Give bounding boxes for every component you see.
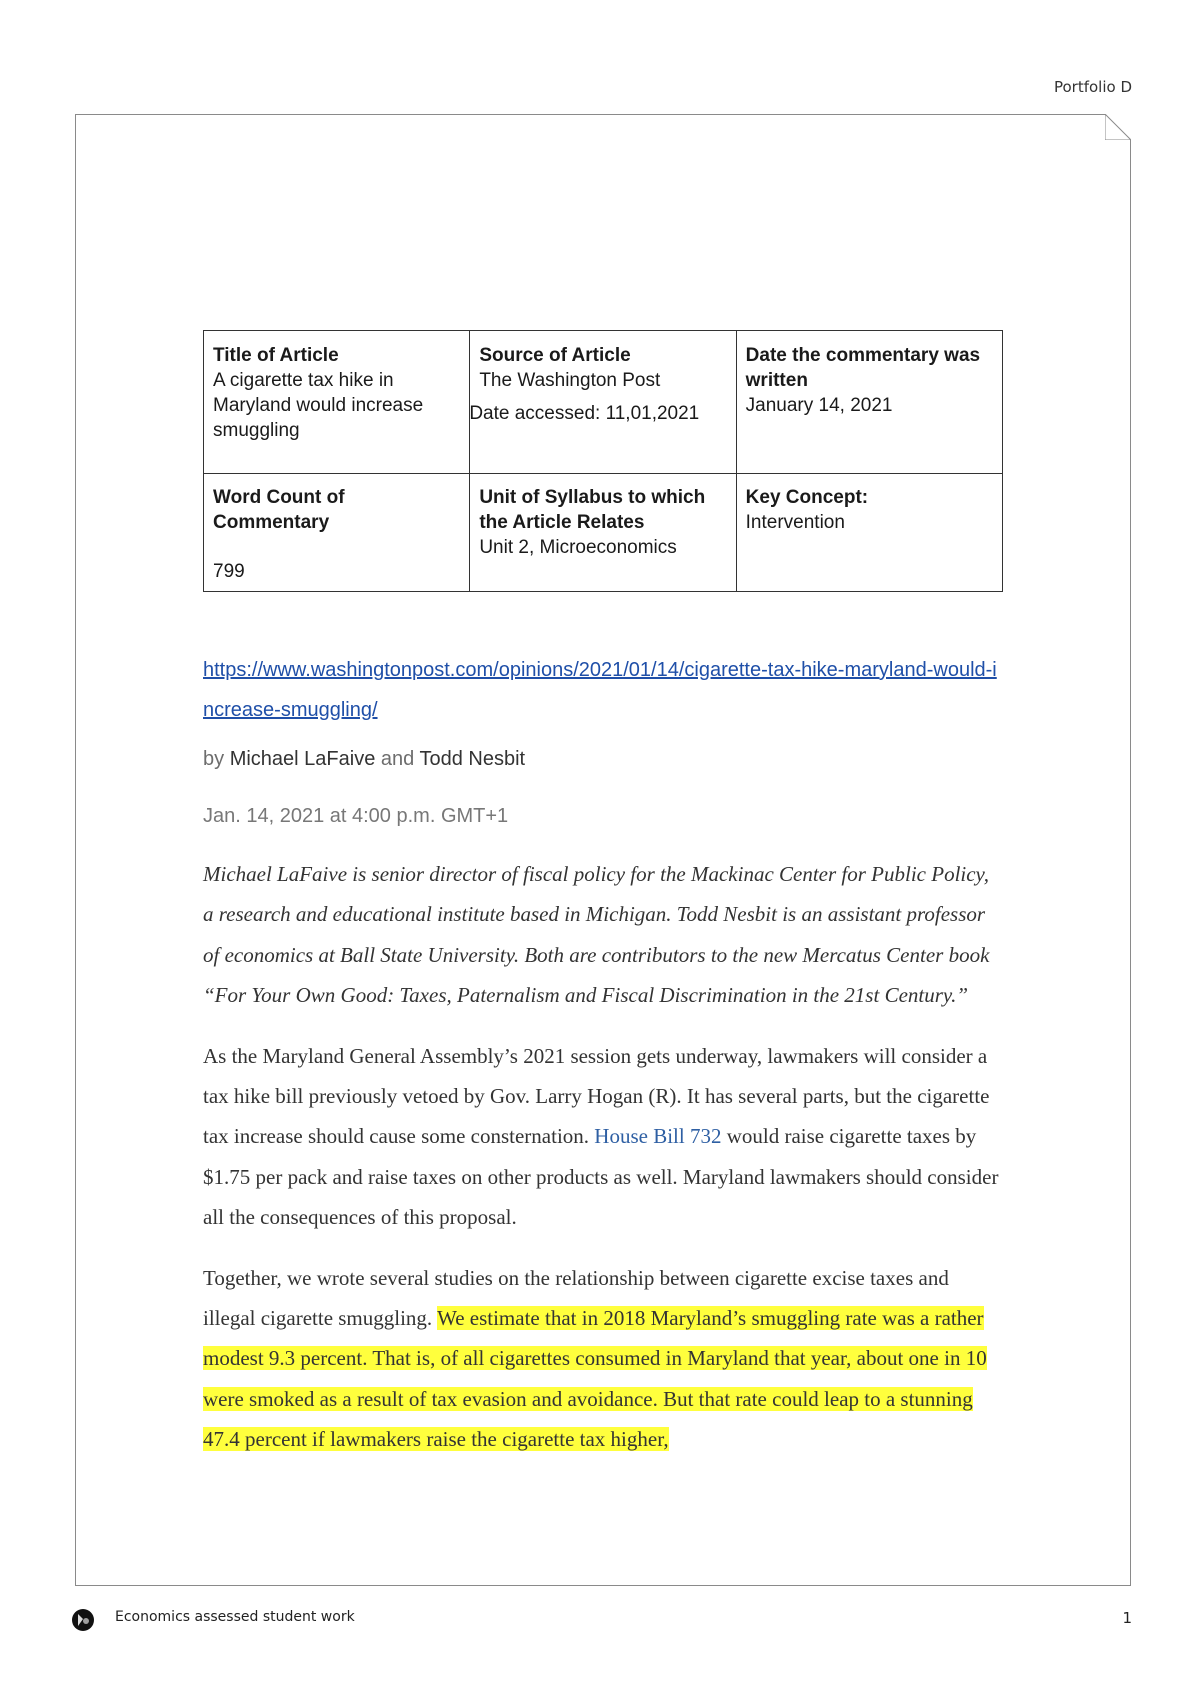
date-value: January 14, 2021	[745, 395, 893, 416]
wordcount-label: Word Count of Commentary	[213, 487, 345, 533]
portfolio-label: Portfolio D	[1053, 78, 1132, 96]
paragraph-text: would raise cigarette taxes by $1.75 per pack and raise taxes on other products as well. Maryland lawmakers should consider all the consequences of this proposal.	[203, 1124, 999, 1230]
byline	[203, 748, 1003, 771]
author-name: Todd Nesbit	[419, 748, 526, 770]
concept-label: Key Concept:	[745, 487, 869, 508]
paragraph-text: As the Maryland General Assembly’s 2021 session gets underway, lawmakers will consider a tax hike bill previously vetoed by Gov. Larry Hogan (R). It has several parts, but the cigarette tax increase should cause some consternation.	[203, 1043, 990, 1149]
date-accessed: Date accessed: 11,01,2021	[469, 403, 700, 424]
ib-logo-icon	[71, 1608, 95, 1632]
page-fold-icon	[1105, 114, 1131, 140]
highlighted-text: We estimate that in 2018 Maryland’s smuggling rate was a rather modest 9.3 percent. That is, of all cigarettes consumed in Maryland that year, about one in 10 were smoked as a result of tax evasion and avoidance. But that rate could leap to a stunning 47.4 percent if lawmakers raise the cigarette tax higher,	[203, 1306, 987, 1452]
article-content	[203, 330, 1003, 1460]
wordcount-value: 799	[213, 561, 245, 582]
unit-label: Unit of Syllabus to which the Article Relates	[479, 487, 706, 533]
house-bill-link[interactable]: House Bill 732	[594, 1124, 722, 1149]
source-label: Source of Article	[479, 345, 631, 366]
article-url-link[interactable]: https://www.washingtonpost.com/opinions/2021/01/14/cigarette-tax-hike-maryland-would-increase-smuggling/	[203, 659, 997, 721]
concept-cell	[736, 474, 1002, 592]
article-dateline: Jan. 14, 2021 at 4:00 p.m. GMT+1	[203, 805, 509, 827]
paragraph-text: Together, we wrote several studies on the relationship between cigarette excise taxes and illegal cigarette smuggling.	[203, 1265, 949, 1331]
date-label: Date the commentary was written	[745, 345, 981, 391]
title-value: A cigarette tax hike in Maryland would increase smuggling	[213, 370, 424, 441]
source-cell	[470, 331, 736, 474]
date-cell	[736, 331, 1002, 474]
footer-label: Economics assessed student work	[115, 1609, 355, 1625]
unit-value: Unit 2, Microeconomics	[479, 537, 677, 558]
source-value: The Washington Post	[479, 370, 661, 391]
title-cell	[204, 331, 470, 474]
author-bio: Michael LaFaive is senior director of fiscal policy for the Mackinac Center for Public Policy, a research and educational institute based in Michigan. Todd Nesbit is an assistant professor of economics at Ball State University. Both are contributors to the new Mercatus Center book “For Your Own Good: Taxes, Paternalism and Fiscal Discrimination in the 21st Century.”	[203, 862, 990, 1008]
wordcount-cell	[204, 474, 470, 592]
page-number: 1	[1122, 1609, 1132, 1627]
byline-prefix: by	[203, 748, 225, 770]
article-url-block	[203, 650, 1003, 730]
article-info-table	[203, 330, 1003, 592]
article-paragraph	[203, 1036, 1003, 1238]
article-paragraph	[203, 1258, 1003, 1460]
byline-and: and	[380, 748, 415, 770]
concept-value: Intervention	[745, 512, 845, 533]
unit-cell	[470, 474, 736, 592]
author-name: Michael LaFaive	[229, 748, 376, 770]
title-label: Title of Article	[213, 345, 339, 366]
